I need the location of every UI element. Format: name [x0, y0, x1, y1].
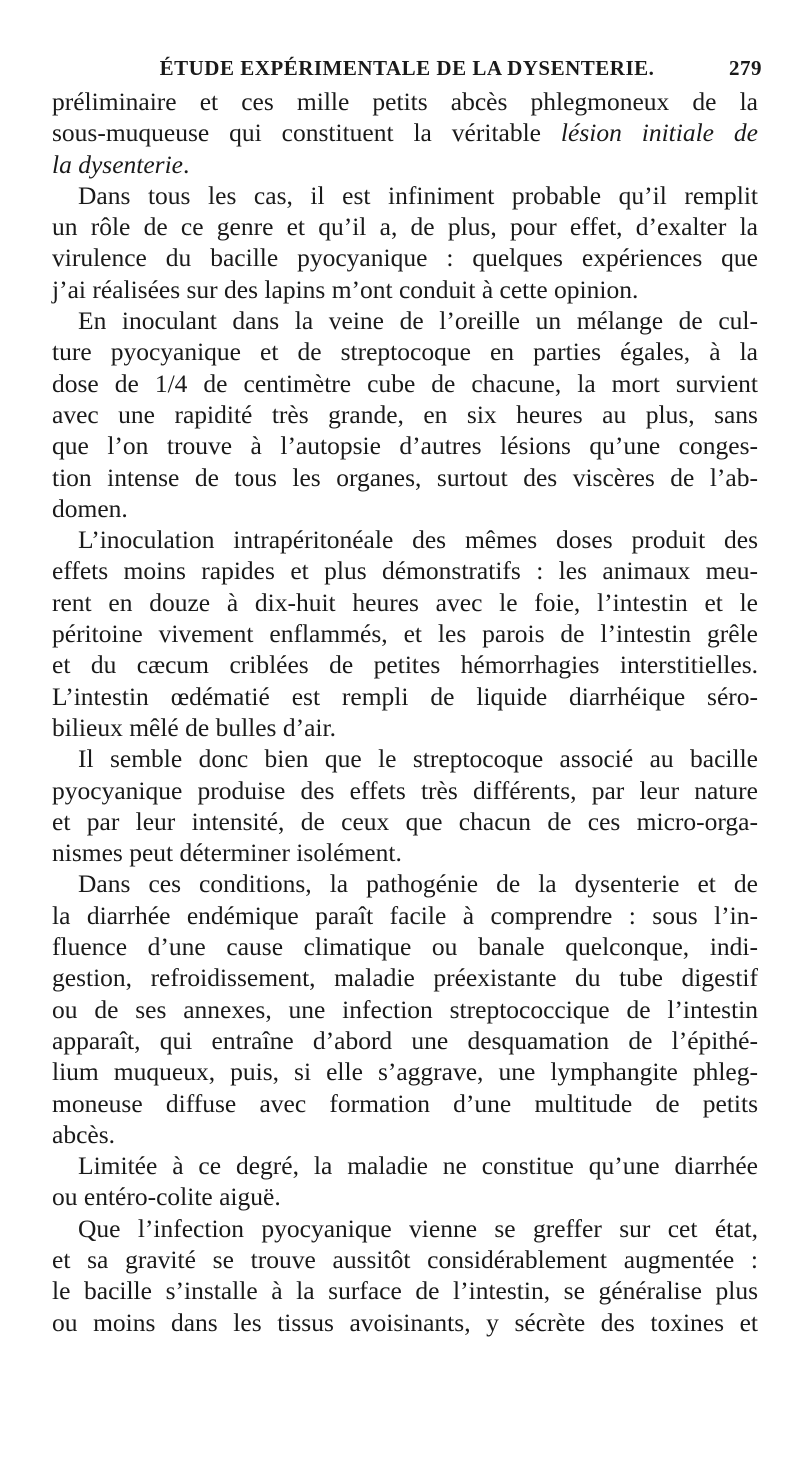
text-line — [52, 743, 758, 774]
text-line-content: la diarrhée endémique paraît facile à comprendre : sous l’in- — [52, 900, 758, 930]
text-line-content: gestion, refroidissement, maladie préexistante du tube digestif — [52, 963, 758, 993]
text-line — [52, 1181, 758, 1212]
text-line-content: avec une rapidité très grande, en six heures au plus, sans — [52, 399, 758, 429]
text-line-content: le bacille s’installe à la surface de l’intestin, se généralise plus — [52, 1276, 758, 1306]
text-line-content: pyocyanique produise des effets très différents, par leur nature — [52, 775, 758, 805]
page-number: 279 — [729, 56, 762, 80]
text-line-content: que l’on trouve à l’autopsie d’autres lésions qu’une conges- — [52, 431, 758, 461]
text-line — [52, 430, 758, 461]
running-title: ÉTUDE EXPÉRIMENTALE DE LA DYSENTERIE. — [159, 56, 655, 80]
text-line-content: et du cæcum criblées de petites hémorrhagies interstitielles. — [52, 650, 758, 680]
text-line — [52, 462, 758, 493]
text-line — [52, 775, 758, 806]
text-line — [52, 86, 758, 117]
italic-emphasis: lésion initiale de — [560, 118, 758, 148]
text-line-content: bilieux mêlé de bulles d’air. — [52, 712, 336, 742]
text-line-content: abcès. — [52, 1119, 116, 1149]
text-line — [52, 493, 758, 524]
text-line — [52, 336, 758, 367]
text-line — [52, 806, 758, 837]
text-line — [52, 399, 758, 430]
text-line-tail: . — [183, 149, 190, 179]
text-line-content: virulence du bacille pyocyanique : quelques expériences que — [52, 243, 758, 273]
text-line-content: Dans ces conditions, la pathogénie de la dysenterie et de — [78, 869, 758, 899]
text-line — [52, 524, 758, 555]
text-line — [52, 149, 758, 180]
text-line — [52, 1119, 758, 1150]
text-line — [52, 1088, 758, 1119]
text-line-content: lium muqueux, puis, si elle s’aggrave, une lymphangite phleg- — [52, 1057, 758, 1087]
text-line-content: domen. — [52, 493, 128, 523]
text-line — [52, 368, 758, 399]
text-line-content: moneuse diffuse avec formation d’une multitude de petits — [52, 1088, 758, 1118]
text-line — [52, 587, 758, 618]
text-line — [52, 681, 758, 712]
text-line-content: L’inoculation intrapéritonéale des mêmes doses produit des — [78, 525, 758, 555]
text-line — [52, 180, 758, 211]
text-line — [52, 962, 758, 993]
text-line — [52, 931, 758, 962]
text-line-content: et sa gravité se trouve aussitôt considérablement augmentée : — [52, 1244, 758, 1274]
text-line-content: dose de 1/4 de centimètre cube de chacune, la mort survient — [52, 368, 758, 398]
text-line-content: fluence d’une cause climatique ou banale quelconque, indi- — [52, 932, 758, 962]
body-text — [52, 86, 758, 1338]
text-line — [52, 1150, 758, 1181]
text-line — [52, 649, 758, 680]
text-line — [52, 868, 758, 899]
text-line — [52, 618, 758, 649]
text-line-content: et par leur intensité, de ceux que chacun de ces micro-orga- — [52, 806, 758, 836]
text-line-content: En inoculant dans la veine de l’oreille un mélange de cul- — [78, 306, 758, 336]
text-line — [52, 1025, 758, 1056]
italic-emphasis: la dysenterie — [52, 149, 183, 179]
text-line — [52, 1275, 758, 1306]
text-line-content: ou entéro-colite aiguë. — [52, 1182, 281, 1212]
text-line — [52, 1213, 758, 1244]
text-line-content: L’intestin œdématié est rempli de liquide diarrhéique séro- — [52, 681, 758, 711]
text-line-content: effets moins rapides et plus démonstratifs : les animaux meu- — [52, 556, 758, 586]
text-line-content: rent en douze à dix-huit heures avec le foie, l’intestin et le — [52, 587, 758, 617]
text-line-content: Il semble donc bien que le streptocoque associé au bacille — [78, 744, 758, 774]
text-line-content: sous-muqueuse qui constituent la véritable — [52, 118, 561, 148]
text-line — [52, 555, 758, 586]
text-line-content: péritoine vivement enflammés, et les parois de l’intestin grêle — [52, 619, 758, 649]
text-line — [52, 242, 758, 273]
text-line-content: un rôle de ce genre et qu’il a, de plus, pour effet, d’exalter la — [52, 212, 758, 242]
text-line — [52, 211, 758, 242]
text-line — [52, 900, 758, 931]
text-line-content: Limitée à ce degré, la maladie ne constitue qu’une diarrhée — [78, 1151, 758, 1181]
text-line-content: Que l’infection pyocyanique vienne se greffer sur cet état, — [78, 1213, 758, 1243]
text-line-content: Dans tous les cas, il est infiniment probable qu’il remplit — [78, 180, 758, 210]
running-header — [52, 56, 762, 86]
text-line — [52, 837, 758, 868]
text-line-content: préliminaire et ces mille petits abcès phlegmoneux de la — [52, 87, 758, 116]
text-line — [52, 994, 758, 1025]
text-line — [52, 274, 758, 305]
text-line-content: j’ai réalisées sur des lapins m’ont conduit à cette opinion. — [52, 274, 639, 304]
text-line — [52, 1244, 758, 1275]
text-line — [52, 117, 758, 148]
text-line-content: ou de ses annexes, une infection streptococcique de l’intestin — [52, 994, 758, 1024]
text-line-content: apparaît, qui entraîne d’abord une desquamation de l’épithé- — [52, 1025, 758, 1055]
text-line — [52, 1307, 758, 1338]
text-line-content: ou moins dans les tissus avoisinants, y sécrète des toxines et — [52, 1307, 758, 1337]
text-line-content: nismes peut déterminer isolément. — [52, 838, 402, 868]
text-line — [52, 1056, 758, 1087]
text-line — [52, 712, 758, 743]
text-line — [52, 305, 758, 336]
text-line-content: ture pyocyanique et de streptocoque en parties égales, à la — [52, 337, 758, 367]
text-line-content: tion intense de tous les organes, surtout des viscères de l’ab- — [52, 462, 758, 492]
